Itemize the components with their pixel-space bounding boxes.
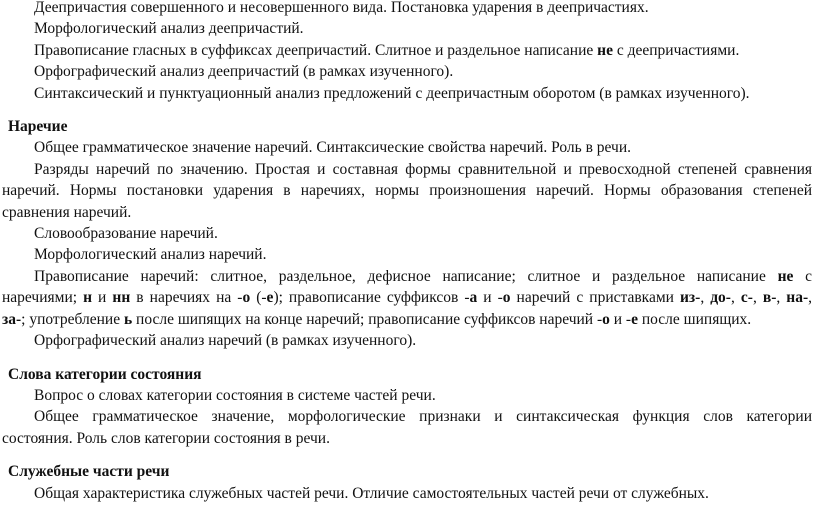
text-line: наречиями; н и нн в наречиях на -о (-е); правописание суффиксов -а и -о наречий с приставками из-, до-, с-, в-, на-, <box>2 289 813 307</box>
text-span: Правописание гласных в суффиксах деепричастий. Слитное и раздельное написание <box>34 41 598 59</box>
text-line: Общее грамматическое значение наречий. Синтаксические свойства наречий. Роль в речи. <box>34 139 632 157</box>
text-line: Общая характеристика служебных частей речи. Отличие самостоятельных частей речи от служебных. <box>34 484 709 502</box>
text-line: Морфологический анализ деепричастий. <box>34 20 304 38</box>
text-line: Орфографический анализ наречий (в рамках изученного). <box>34 332 417 350</box>
text-line: Морфологический анализ наречий. <box>34 246 267 264</box>
text-line: сравнения наречий. <box>2 203 132 221</box>
section-heading-narechie: Наречие <box>8 118 68 136</box>
text-line <box>2 266 812 287</box>
text-line: за-; употребление ь после шипящих на конце наречий; правописание суффиксов наречий -о и -е после шипящих. <box>2 310 752 328</box>
text-line: Вопрос о словах категории состояния в системе частей речи. <box>34 386 436 404</box>
text-line: Деепричастия совершенного и несовершенного вида. Постановка ударения в деепричастиях. <box>34 0 649 16</box>
text-span: Правописание наречий: слитное, раздельное, дефисное написание; слитное и раздельное написание <box>34 267 778 285</box>
section-heading-sostoyanie: Слова категории состояния <box>8 365 202 383</box>
text-line: Словообразование наречий. <box>34 225 218 243</box>
text-line: Орфографический анализ деепричастий (в рамках изученного). <box>34 63 454 81</box>
text-span: с деепричастиями. <box>612 41 740 59</box>
text-line: Общее грамматическое значение, морфологические признаки и синтаксическая функция слов категории <box>34 408 812 426</box>
bold-text: не <box>777 267 794 285</box>
text-line: Разряды наречий по значению. Простая и составная формы сравнительной и превосходной степеней сравнения <box>34 160 812 178</box>
text-line: наречий. Нормы постановки ударения в наречиях, нормы произношения наречий. Нормы образования степеней <box>2 182 812 200</box>
bold-text: не <box>597 41 613 59</box>
section-heading-sluzhebnye: Служебные части речи <box>8 463 170 481</box>
text-line <box>2 40 812 61</box>
text-line: состояния. Роль слов категории состояния в речи. <box>2 429 330 447</box>
text-span: с <box>793 267 812 285</box>
text-line: Синтаксический и пунктуационный анализ предложений с деепричастным оборотом (в рамках изученного). <box>34 84 750 102</box>
